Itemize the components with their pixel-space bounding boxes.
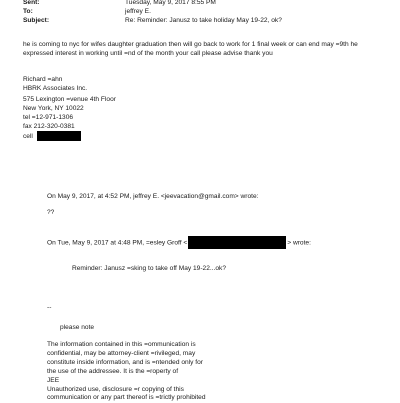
quote2-text: Reminder: Janusz =sking to take off May 19-22...ok? (72, 265, 226, 272)
notice-line-5: JEE (47, 377, 60, 384)
signature-company: HBRK Associates Inc. (23, 85, 88, 92)
notice-line-7: communication or any part thereof is =trictly prohibited (47, 394, 206, 401)
signature-address-1: 575 Lexington =venue 4th Floor (23, 96, 116, 103)
to-value: jeffrey E. (125, 8, 151, 15)
sent-label: Sent: (23, 0, 40, 6)
notice-line-4: the use of the addressee. It is the =roperty of (47, 368, 179, 375)
quote1-text: ?? (47, 209, 55, 216)
quote2-intro-start: On Tue, May 9, 2017 at 4:48 PM, =esley Groff < (47, 239, 188, 247)
to-label: To: (23, 8, 33, 15)
notice-line-6: Unauthorized use, disclosure =r copying of this (47, 386, 184, 393)
redaction-block (37, 131, 81, 141)
subject-value: Re: Reminder: Janusz to take holiday May 19-22, ok? (125, 17, 282, 24)
quote2-intro-end: > wrote: (287, 239, 311, 247)
signature-address-2: New York, NY 10022 (23, 105, 84, 112)
quote2-intro (47, 236, 311, 249)
notice-heading: please note (60, 324, 95, 331)
signature-tel: tel =12-971-1306 (23, 114, 74, 121)
sent-value: Tuesday, May 9, 2017 8:55 PM (125, 0, 216, 6)
signature-fax: fax 212-320-0381 (23, 123, 75, 130)
body-line-2: expressed interest in working until =nd of the month your call please advise thank you (23, 50, 273, 57)
signature-cell-label: cell (23, 132, 33, 140)
signature-cell-row (23, 131, 81, 141)
body-line-1: he is coming to nyc for wifes daughter graduation then will go back to work for 1 final week or can end may =9th he (23, 41, 358, 48)
notice-line-2: confidential, may be attorney-client =rivileged, may (47, 350, 196, 357)
notice-line-1: The information contained in this =ommunication is (47, 341, 196, 348)
subject-label: Subject: (23, 17, 50, 24)
redaction-block (188, 236, 286, 249)
separator: -- (47, 304, 52, 311)
signature-name: Richard =ahn (23, 76, 63, 83)
quote1-intro: On May 9, 2017, at 4:52 PM, jeffrey E. <jeevacation@gmail.com> wrote: (47, 193, 259, 200)
notice-line-3: constitute inside information, and is =ntended only for (47, 359, 203, 366)
